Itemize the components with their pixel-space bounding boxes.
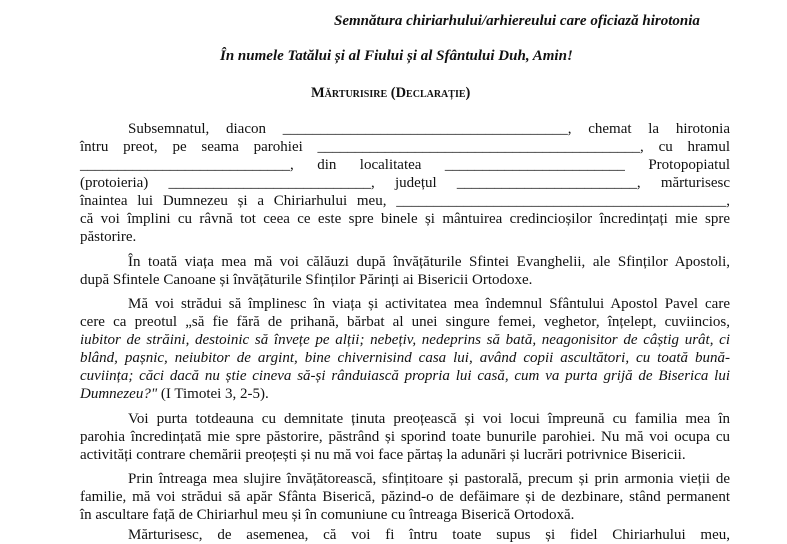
line-3: ____________________________, din localitatea ________________________ Protopopiatul	[80, 157, 730, 173]
line-14: cuviința; căci dacă nu știe cineva să-și rânduiască propria lui casă, cum va purta grijă de Biserica lui	[80, 368, 730, 384]
line-19: Prin întreaga mea slujire învățătorească, sfințitoare și pastorală, precum și prin armonia vieții de	[128, 471, 730, 487]
line-1: Subsemnatul, diacon ______________________________________, chemat la hirotonia	[128, 121, 730, 137]
line-7: păstorire.	[80, 229, 137, 245]
line-9: după Sfintele Canoane și învățăturile Sfinților Părinți ai Bisericii Ortodoxe.	[80, 272, 533, 288]
line-12: iubitor de străini, destoinic să învețe pe alții; nebețiv, nedeprins să bată, neagonisitor de câștig urât, ci	[80, 332, 730, 348]
line-22: Mărturisesc, de asemenea, că voi fi întru toate supus și fidel Chiriarhului meu,	[128, 527, 730, 543]
line-13: blând, pașnic, neiubitor de argint, bine chivernisind casa lui, având copii ascultători, cu toată bună-	[80, 350, 730, 366]
signature-caption: Semnătura chiriarhului/arhiereului care oficiază hirotonia	[334, 13, 700, 29]
line-15	[80, 385, 730, 403]
document-title: Mărturisire (Declarație)	[311, 85, 471, 101]
line-16: Voi purta totdeauna cu demnitate ținuta preoțească și voi locui împreună cu familia mea în	[128, 411, 730, 427]
line-21: în ascultare față de Chiriarhul meu și în comuniune cu întreaga Biserică Ortodoxă.	[80, 507, 575, 523]
line-5: înaintea lui Dumnezeu și a Chiriarhului meu, ____________________________________________,	[80, 193, 730, 209]
line-11	[80, 313, 730, 331]
line-2: întru preot, pe seama parohiei ___________________________________________, cu hramul	[80, 139, 730, 155]
line-17: parohia încredințată mie spre păstorire, păstrând și sporind toate bunurile parohiei. Nu mă voi ocupa cu	[80, 429, 730, 445]
line-6: că voi împlini cu râvnă tot ceea ce este spre binele și mântuirea credincioșilor încredințați mie spre	[80, 211, 730, 227]
bible-reference: (I Timotei 3, 2-5).	[157, 386, 269, 402]
line-10: Mă voi strădui să împlinesc în viața și activitatea mea îndemnul Sfântului Apostol Pavel care	[128, 296, 730, 312]
line-20: familie, mă voi strădui să apăr Sfânta Biserică, păzind-o de defăimare și de dezbinare, stând permanent	[80, 489, 730, 505]
line-8: În toată viața mea mă voi călăuzi după învățăturile Sfintei Evanghelii, ale Sfinților Apostoli,	[128, 254, 730, 270]
paragraph-text: cere ca preotul „să fie fără de prihană, bărbat al unei singure femei, veghetor, înțelept, cuviincios,	[80, 314, 730, 330]
invocation: În numele Tatălui și al Fiului și al Sfântului Duh, Amin!	[220, 48, 573, 64]
line-18: activități contrare chemării preoțești și nu mă voi face părtaș la adunări și lucrări potrivnice Bisericii.	[80, 447, 686, 463]
quote-end: Dumnezeu?"	[80, 386, 158, 402]
line-4: (protoieria) ___________________________, județul ________________________, mărturisesc	[80, 175, 730, 191]
